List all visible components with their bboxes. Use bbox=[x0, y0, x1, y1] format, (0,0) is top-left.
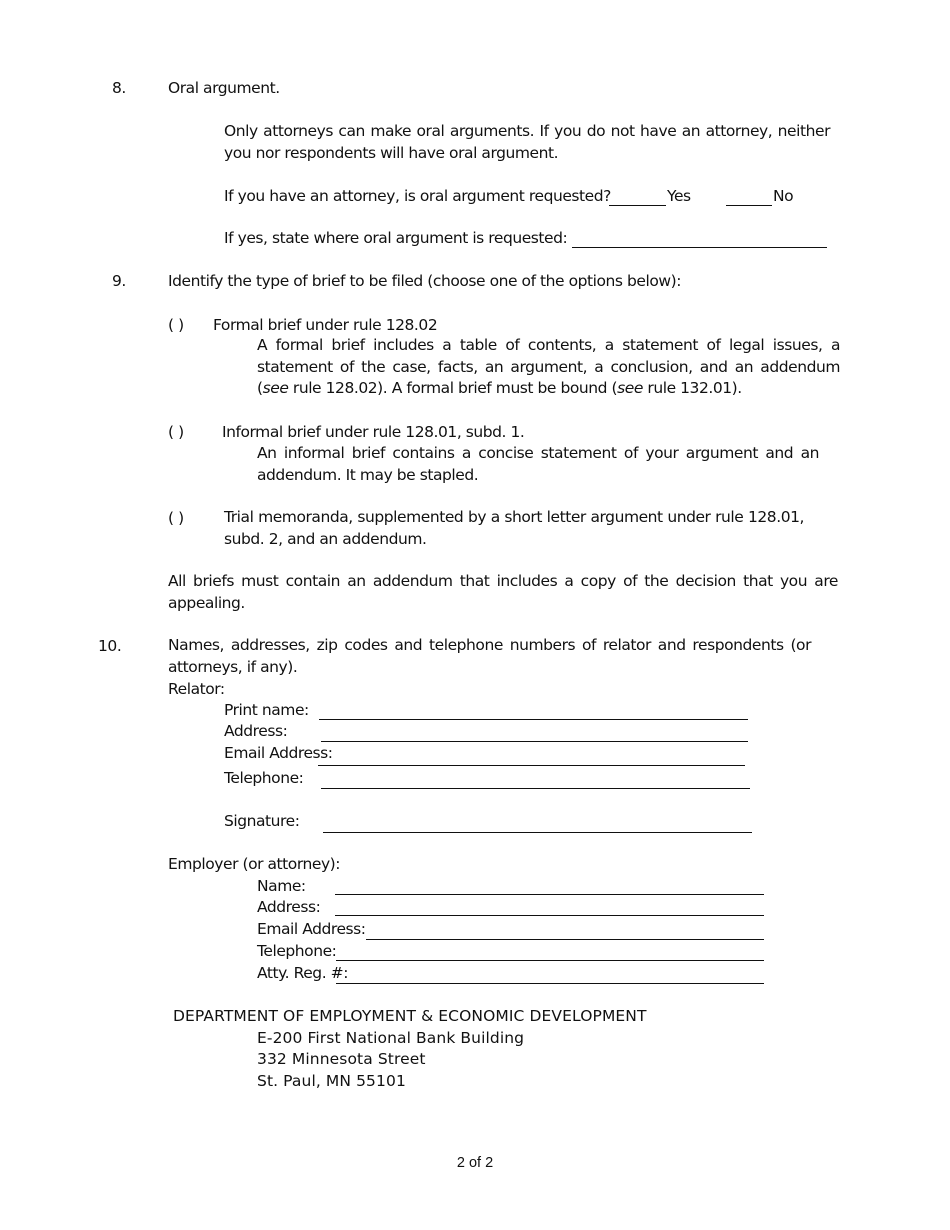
department-address-line-3: St. Paul, MN 55101 bbox=[257, 1072, 406, 1090]
department-address-line-2: 332 Minnesota Street bbox=[257, 1050, 426, 1068]
no-label: No bbox=[773, 187, 794, 205]
briefs-addendum-note: All briefs must contain an addendum that includes a copy of the decision that you are appealing. bbox=[168, 572, 838, 612]
oral-argument-location-field[interactable] bbox=[572, 247, 827, 248]
oral-argument-location-label: If yes, state where oral argument is requested: bbox=[224, 229, 568, 247]
formal-brief-title: Formal brief under rule 128.02 bbox=[213, 316, 438, 334]
relator-label: Relator: bbox=[168, 680, 225, 698]
employer-atty-reg-field[interactable] bbox=[336, 983, 764, 984]
employer-address-label: Address: bbox=[257, 898, 321, 916]
formal-brief-description: A formal brief includes a table of contents, a statement of legal issues, a statement of the case, facts, an argument, a conclusion, and an addendum (see rule 128.02). A formal brief must be bound (see rule 132.01). bbox=[257, 336, 840, 397]
informal-brief-title: Informal brief under rule 128.01, subd. 1. bbox=[222, 423, 525, 441]
relator-email-field[interactable] bbox=[318, 765, 745, 766]
employer-telephone-label: Telephone: bbox=[257, 942, 337, 960]
relator-telephone-label: Telephone: bbox=[224, 769, 304, 787]
relator-print-name-label: Print name: bbox=[224, 701, 309, 719]
employer-name-label: Name: bbox=[257, 877, 306, 895]
item-9-heading: Identify the type of brief to be filed (choose one of the options below): bbox=[168, 272, 681, 290]
employer-telephone-field[interactable] bbox=[336, 960, 764, 961]
department-address-line-1: E-200 First National Bank Building bbox=[257, 1029, 525, 1047]
relator-print-name-field[interactable] bbox=[319, 719, 748, 720]
informal-brief-description: An informal brief contains a concise statement of your argument and an addendum. It may be stapled. bbox=[257, 444, 819, 484]
employer-label: Employer (or attorney): bbox=[168, 855, 341, 873]
employer-atty-reg-label: Atty. Reg. #: bbox=[257, 964, 348, 982]
item-8-heading: Oral argument. bbox=[168, 79, 280, 97]
item-8-note: Only attorneys can make oral arguments. If you do not have an attorney, neither you nor respondents will have oral argument. bbox=[224, 122, 830, 162]
trial-memoranda-checkbox[interactable]: ( ) bbox=[168, 509, 184, 527]
item-10-number: 10. bbox=[98, 637, 122, 655]
relator-signature-label: Signature: bbox=[224, 812, 300, 830]
relator-email-label: Email Address: bbox=[224, 744, 333, 762]
relator-telephone-field[interactable] bbox=[321, 788, 750, 789]
yes-label: Yes bbox=[667, 187, 691, 205]
no-blank[interactable] bbox=[726, 205, 772, 206]
informal-brief-checkbox[interactable]: ( ) bbox=[168, 423, 184, 441]
item-8-number: 8. bbox=[112, 79, 126, 97]
relator-address-field[interactable] bbox=[321, 741, 748, 742]
item-9-number: 9. bbox=[112, 272, 126, 290]
relator-signature-field[interactable] bbox=[323, 832, 752, 833]
department-name: DEPARTMENT OF EMPLOYMENT & ECONOMIC DEVELOPMENT bbox=[173, 1007, 647, 1025]
yes-blank[interactable] bbox=[609, 205, 666, 206]
employer-email-field[interactable] bbox=[366, 939, 764, 940]
employer-address-field[interactable] bbox=[335, 915, 764, 916]
item-10-heading: Names, addresses, zip codes and telephone numbers of relator and respondents (or attorneys, if any). bbox=[168, 636, 811, 676]
employer-email-label: Email Address: bbox=[257, 920, 366, 938]
employer-name-field[interactable] bbox=[335, 894, 764, 895]
trial-memoranda-title: Trial memoranda, supplemented by a short letter argument under rule 128.01, subd. 2, and an addendum. bbox=[224, 508, 804, 548]
page-number: 2 of 2 bbox=[456, 1155, 494, 1171]
formal-brief-checkbox[interactable]: ( ) bbox=[168, 316, 184, 334]
relator-address-label: Address: bbox=[224, 722, 288, 740]
oral-argument-question: If you have an attorney, is oral argument requested? bbox=[224, 187, 611, 205]
